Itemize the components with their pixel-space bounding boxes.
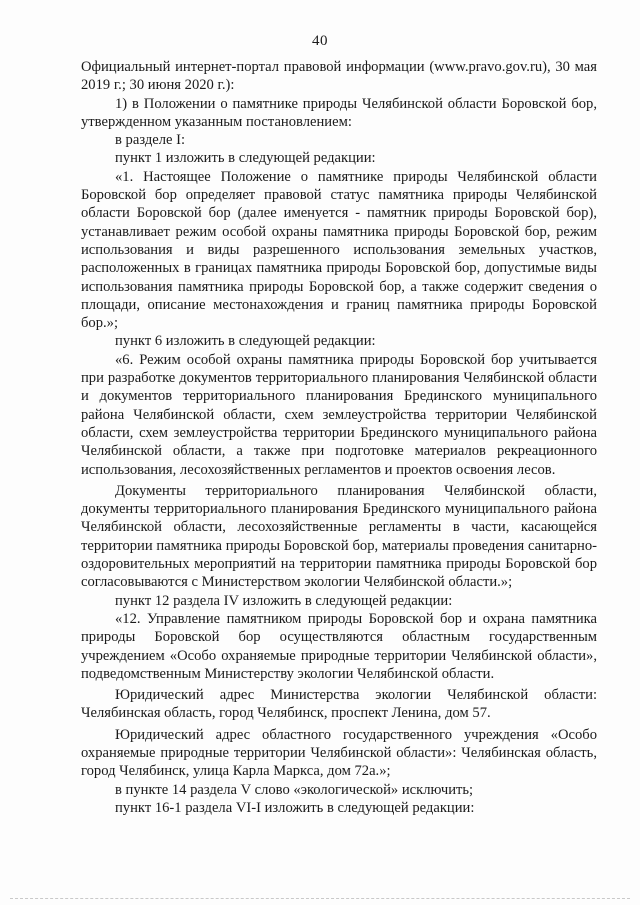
paragraph: пункт 12 раздела IV изложить в следующей редакции: [115, 592, 453, 609]
bottom-edge-line [10, 898, 630, 899]
paragraph: пункт 6 изложить в следующей редакции: [115, 333, 376, 350]
paragraph: Официальный интернет-портал правовой информации (www.pravo.gov.ru), 30 мая 2019 г.; 30 июня 2020 г.): [81, 59, 597, 94]
paragraph: Юридический адрес Министерства экологии Челябинской области: Челябинская область, город Челябинск, проспект Ленина, дом 57. [81, 687, 597, 722]
page-number: 40 [312, 33, 328, 49]
document-body [81, 58, 597, 817]
paragraph: Документы территориального планирования Челябинской области, документы территориального планирования Брединского муниципального района Челябинской области, лесохозяйственные регламенты в части, касающейся территории памятника природы Боровской бор, материалы проведения санитарно-оздоровительных мероприятий на территории памятника природы Боровской бор согласовываются с Министерством экологии Челябинской области.»; [81, 482, 597, 591]
paragraph: в пункте 14 раздела V слово «экологической» исключить; [115, 781, 474, 798]
paragraph: пункт 1 изложить в следующей редакции: [115, 150, 376, 167]
paragraph: «12. Управление памятником природы Боровской бор и охрана памятника природы Боровской бор осуществляются областным государственным учреждением «Особо охраняемые природные территории Челябинской области», подведомственным Министерству экологии Челябинской области. [81, 610, 597, 682]
paragraph: Юридический адрес областного государственного учреждения «Особо охраняемые природные территории Челябинской области»: Челябинская область, город Челябинск, улица Карла Маркса, дом 72а.»; [81, 726, 597, 780]
paragraph: в разделе I: [115, 132, 186, 149]
paragraph: «1. Настоящее Положение о памятнике природы Челябинской области Боровской бор определяет правовой статус памятника природы Челябинской области Боровской бор (далее именуется - памятник природы Боровской бор), устанавливает режим особой охраны памятника природы Боровской бор, режим использования и виды разрешенного использования земельных участков, расположенных в границах памятника природы Боровской бор, допустимые виды использования памятника природы Боровской бор, а также содержит сведения о площади, описание местонахождения и границ памятника природы Боровской бор.»; [81, 168, 597, 332]
paragraph: «6. Режим особой охраны памятника природы Боровской бор учитывается при разработке документов территориального планирования Челябинской области и документов территориального планирования Брединского муниципального района Челябинской области, схем землеустройства территории Челябинской области, схем землеустройства территории Брединского муниципального района Челябинской области, а также при подготовке материалов рекреационного использования, лесохозяйственных регламентов и проектов освоения лесов. [81, 351, 597, 478]
paragraph: пункт 16-1 раздела VI-I изложить в следующей редакции: [115, 799, 475, 816]
paragraph: 1) в Положении о памятнике природы Челябинской области Боровской бор, утвержденном указанным постановлением: [81, 95, 597, 130]
